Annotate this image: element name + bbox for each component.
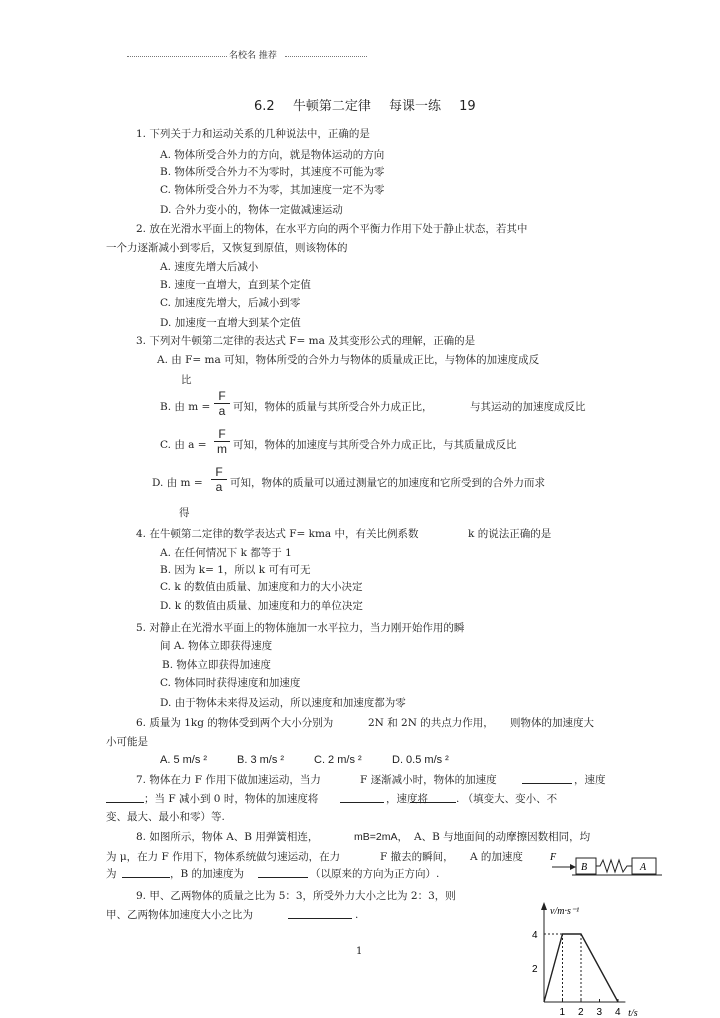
q5-option-d: D. 由于物体未来得及运动，所以速度和加速度都为零 (160, 697, 406, 709)
graph-marks (532, 930, 621, 1018)
q7-line2c: . （填变大、变小、不 (456, 793, 558, 805)
q9-line2-end: . (355, 909, 359, 921)
q8-line3c: （以原来的方向为正方向）. (310, 868, 440, 880)
q3-option-b-prefix: B. 由 m = (160, 401, 211, 413)
q6-stem-line1b: 2N 和 2N 的共点力作用， (368, 717, 494, 729)
fraction-numerator: F (218, 389, 226, 403)
q7-line2b: ，速度将 (386, 793, 428, 805)
force-arrow (552, 864, 576, 870)
q3-option-d-line2: 得 (179, 507, 190, 519)
q7-line3: 变、最大、最小和零）等. (106, 811, 225, 823)
q8-line1b: mB=2mA， (354, 831, 408, 843)
q8-line1c: A、B 与地面间的动摩擦因数相同，均 (414, 831, 591, 843)
q3-option-d-fraction (211, 466, 227, 493)
q5-option-c: C. 物体同时获得速度和加速度 (160, 677, 301, 689)
q2-option-a: A. 速度先增大后减小 (160, 261, 259, 273)
q7-blank-3[interactable] (340, 792, 384, 803)
q2-stem-line2: 一个力逐渐减小到零后，又恢复到原值，则该物体的 (106, 242, 348, 254)
q5-stem-line1: 5. 对静止在光滑水平面上的物体施加一水平拉力，当力刚开始作用的瞬 (136, 622, 465, 634)
q8-line2a: 为 μ，在力 F 作用下，物体系统做匀速运动，在力 (106, 851, 341, 863)
fig-label-b: B (581, 862, 588, 873)
q4-stem-tail: k 的说法正确的是 (468, 528, 552, 540)
x-tick-label: 2 (578, 1007, 584, 1018)
q4-option-d: D. k 的数值由质量、加速度和力的单位决定 (160, 600, 363, 612)
fraction-numerator: F (215, 465, 223, 479)
q8-blank-b[interactable] (258, 867, 308, 878)
q7-blank-4[interactable] (410, 792, 456, 803)
title-series: 每课一练 (388, 99, 441, 114)
q2-stem-line1: 2. 放在光滑水平面上的物体，在水平方向的两个平衡力作用下处于静止状态，若其中 (136, 223, 528, 235)
y-axis-label: v/m·s⁻¹ (550, 906, 580, 917)
q8-line2b: F 撤去的瞬间， (380, 851, 454, 863)
fraction-denominator: a (218, 404, 226, 418)
q3-option-c-text: 可知，物体的加速度与其所受合外力成正比，与其质量成反比 (233, 439, 517, 451)
header-rule-left (127, 56, 227, 57)
q6-option-c: C. 2 m/s ² (314, 754, 362, 766)
q3-option-b-text2: 与其运动的加速度成反比 (470, 401, 586, 413)
q1-option-a: A. 物体所受合外力的方向，就是物体运动的方向 (160, 149, 385, 161)
header-text: 名校名 推荐 (229, 51, 277, 61)
page-number: 1 (356, 946, 363, 957)
q3-option-d-text: 可知，物体的质量可以通过测量它的加速度和它所受到的合外力而求 (230, 477, 545, 489)
header-rule-right (285, 56, 367, 57)
q9-line1: 9. 甲、乙两物体的质量之比为 5：3，所受外力大小之比为 2：3，则 (136, 890, 456, 902)
q3-option-c-prefix: C. 由 a = (160, 439, 207, 451)
q8-blank-a[interactable] (122, 867, 170, 878)
q1-option-c: C. 物体所受合外力不为零，其加速度一定不为零 (160, 184, 385, 196)
velocity-time-graph (518, 890, 698, 1018)
x-tick-label: 1 (559, 1007, 566, 1018)
title-section: 6.2 (254, 99, 275, 114)
q5-stem-line2: 间 A. 物体立即获得速度 (160, 640, 273, 652)
q7-blank-2[interactable] (106, 792, 144, 803)
q4-stem: 4. 在牛顿第二定律的数学表达式 F= kma 中，有关比例系数 (136, 528, 419, 540)
q3-option-c-fraction (214, 428, 230, 455)
q8-line1a: 8. 如图所示，物体 A、B 用弹簧相连， (136, 831, 319, 843)
fraction-denominator: m (217, 442, 227, 456)
q1-option-b: B. 物体所受合外力不为零时，其速度不可能为零 (160, 166, 385, 178)
x-tick-label: 3 (596, 1007, 603, 1018)
q2-option-c: C. 加速度先增大，后减小到零 (160, 297, 301, 309)
q6-stem-line2: 小可能是 (106, 736, 148, 748)
q5-option-b: B. 物体立即获得加速度 (162, 659, 271, 671)
fraction-numerator: F (218, 427, 226, 441)
q3-option-d-prefix: D. 由 m = (152, 477, 203, 489)
q3-option-b-fraction (214, 390, 230, 417)
fraction-denominator: a (215, 480, 223, 494)
q9-blank[interactable] (288, 908, 352, 919)
q4-option-c: C. k 的数值由质量、加速度和力的大小决定 (160, 581, 363, 593)
q7-blank-1[interactable] (522, 773, 572, 784)
q7-line1c: ，速度 (574, 774, 606, 786)
q6-stem-line1: 6. 质量为 1kg 的物体受到两个大小分别为 (136, 717, 334, 729)
y-tick-label: 2 (532, 964, 538, 975)
q4-option-b: B. 因为 k= 1，所以 k 可有可无 (160, 564, 311, 576)
y-tick-label: 4 (532, 930, 538, 941)
q8-line3a: 为 (106, 868, 117, 880)
spring (596, 860, 632, 872)
fig-label-f: F (550, 852, 557, 863)
q3-option-a-line2: 比 (181, 374, 192, 386)
q2-option-d: D. 加速度一直增大到某个定值 (160, 317, 301, 329)
q6-option-a: A. 5 m/s ² (160, 754, 208, 766)
q9-line2: 甲、乙两物体加速度大小之比为 (106, 909, 253, 921)
q1-stem: 1. 下列关于力和运动关系的几种说法中，正确的是 (136, 128, 370, 140)
q3-stem: 3. 下列对牛顿第二定律的表达式 F= ma 及其变形公式的理解，正确的是 (136, 335, 476, 347)
q3-option-b-text: 可知，物体的质量与其所受合外力成正比， (233, 401, 433, 413)
x-tick-label: 4 (615, 1007, 621, 1018)
title-topic: 牛顿第二定律 (292, 99, 371, 114)
title-number: 19 (459, 99, 476, 114)
fig-label-a: A (640, 862, 647, 873)
q6-stem-line1c: 则物体的加速度大 (510, 717, 594, 729)
spring-blocks-figure (546, 846, 664, 878)
q7-line1a: 7. 物体在力 F 作用下做加速运动，当力 (136, 774, 321, 786)
q7-line1b: F 逐渐减小时，物体的加速度 (360, 774, 497, 786)
q6-option-b: B. 3 m/s ² (237, 754, 285, 766)
q2-option-b: B. 速度一直增大，直到某个定值 (160, 279, 311, 291)
q1-option-d: D. 合外力变小的，物体一定做减速运动 (160, 204, 343, 216)
y-axis-arrow (541, 902, 547, 910)
x-axis-label: t/s (628, 1008, 638, 1018)
q8-line2c: A 的加速度 (470, 851, 523, 863)
q6-option-d: D. 0.5 m/s ² (392, 754, 449, 766)
page-title (254, 100, 490, 114)
q3-option-a-line1: A. 由 F= ma 可知，物体所受的合外力与物体的质量成正比，与物体的加速度成反 (157, 354, 540, 366)
q4-option-a: A. 在任何情况下 k 都等于 1 (160, 547, 292, 559)
q7-line2a: ；当 F 减小到 0 时，物体的加速度将 (144, 793, 319, 805)
q8-line3b: ，B 的加速度为 (170, 868, 245, 880)
